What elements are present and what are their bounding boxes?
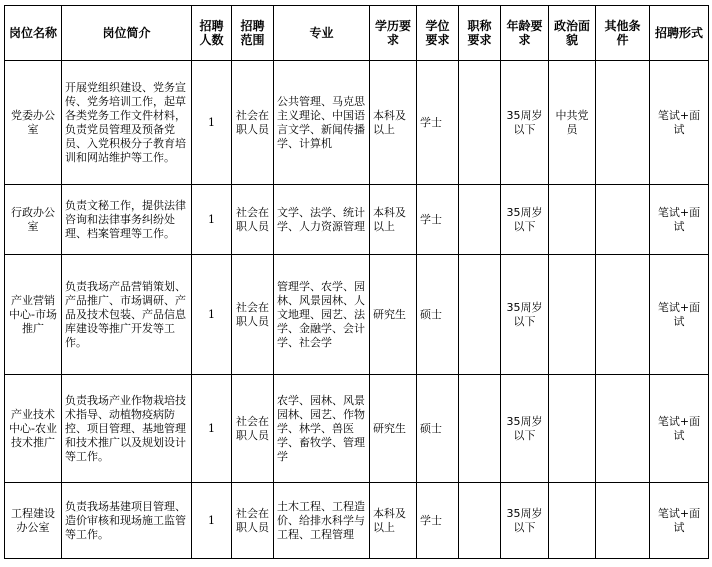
cell-political <box>549 255 596 375</box>
header-age: 年龄要求 <box>501 6 549 61</box>
cell-position-name: 党委办公室 <box>5 61 62 185</box>
cell-education: 研究生 <box>370 375 417 483</box>
table-row <box>5 61 709 185</box>
cell-degree: 硕士 <box>417 375 459 483</box>
cell-major: 土木工程、工程造价、给排水科学与工程、工程管理 <box>274 483 370 559</box>
cell-title <box>459 61 501 185</box>
cell-political: 中共党员 <box>549 61 596 185</box>
cell-position-name: 产业技术中心-农业技术推广 <box>5 375 62 483</box>
table-row <box>5 255 709 375</box>
cell-other <box>596 375 650 483</box>
cell-position-name: 产业营销中心-市场推广 <box>5 255 62 375</box>
table-row <box>5 185 709 255</box>
cell-form: 笔试+面试 <box>650 375 709 483</box>
cell-major: 公共管理、马克思主义理论、中国语言文学、新闻传播学、计算机 <box>274 61 370 185</box>
cell-education: 本科及以上 <box>370 185 417 255</box>
table-row <box>5 483 709 559</box>
header-position-name: 岗位名称 <box>5 6 62 61</box>
cell-age: 35周岁以下 <box>501 375 549 483</box>
header-political: 政治面貌 <box>549 6 596 61</box>
cell-degree: 学士 <box>417 185 459 255</box>
cell-degree: 硕士 <box>417 255 459 375</box>
cell-position-desc: 负责我场产品营销策划、产品推广、市场调研、产品及技术包装、产品信息库建设等推广开发等工作。 <box>62 255 192 375</box>
header-form: 招聘形式 <box>650 6 709 61</box>
cell-major: 农学、园林、风景园林、园艺、作物学、林学、兽医学、畜牧学、管理学 <box>274 375 370 483</box>
cell-position-name: 行政办公室 <box>5 185 62 255</box>
header-title: 职称要求 <box>459 6 501 61</box>
cell-position-name: 工程建设办公室 <box>5 483 62 559</box>
cell-education: 本科及以上 <box>370 483 417 559</box>
cell-degree: 学士 <box>417 61 459 185</box>
cell-political <box>549 483 596 559</box>
cell-title <box>459 375 501 483</box>
header-count: 招聘人数 <box>192 6 232 61</box>
cell-scope: 社会在职人员 <box>232 375 274 483</box>
cell-other <box>596 483 650 559</box>
cell-other <box>596 61 650 185</box>
table-row <box>5 375 709 483</box>
cell-other <box>596 255 650 375</box>
cell-position-desc: 负责我场基建项目管理、造价审核和现场施工监管等工作。 <box>62 483 192 559</box>
cell-age: 35周岁以下 <box>501 61 549 185</box>
cell-form: 笔试+面试 <box>650 483 709 559</box>
cell-position-desc: 负责我场产业作物栽培技术指导、动植物疫病防控、项目管理、基地管理和技术推广以及规划设计等工作。 <box>62 375 192 483</box>
cell-count: 1 <box>192 255 232 375</box>
cell-scope: 社会在职人员 <box>232 61 274 185</box>
cell-form: 笔试+面试 <box>650 255 709 375</box>
cell-major: 管理学、农学、园林、风景园林、人文地理、园艺、法学、金融学、会计学、社会学 <box>274 255 370 375</box>
cell-scope: 社会在职人员 <box>232 483 274 559</box>
header-major: 专业 <box>274 6 370 61</box>
cell-title <box>459 255 501 375</box>
cell-political <box>549 185 596 255</box>
cell-form: 笔试+面试 <box>650 61 709 185</box>
cell-education: 研究生 <box>370 255 417 375</box>
cell-age: 35周岁以下 <box>501 255 549 375</box>
cell-age: 35周岁以下 <box>501 185 549 255</box>
cell-major: 文学、法学、统计学、人力资源管理 <box>274 185 370 255</box>
cell-scope: 社会在职人员 <box>232 185 274 255</box>
cell-title <box>459 185 501 255</box>
header-degree: 学位要求 <box>417 6 459 61</box>
cell-form: 笔试+面试 <box>650 185 709 255</box>
cell-political <box>549 375 596 483</box>
cell-count: 1 <box>192 375 232 483</box>
cell-count: 1 <box>192 185 232 255</box>
header-row <box>5 6 709 61</box>
header-position-desc: 岗位简介 <box>62 6 192 61</box>
header-scope: 招聘范围 <box>232 6 274 61</box>
cell-count: 1 <box>192 483 232 559</box>
cell-scope: 社会在职人员 <box>232 255 274 375</box>
cell-education: 本科及以上 <box>370 61 417 185</box>
header-education: 学历要求 <box>370 6 417 61</box>
header-other: 其他条件 <box>596 6 650 61</box>
cell-count: 1 <box>192 61 232 185</box>
cell-age: 35周岁以下 <box>501 483 549 559</box>
cell-degree: 学士 <box>417 483 459 559</box>
cell-title <box>459 483 501 559</box>
cell-other <box>596 185 650 255</box>
recruitment-table <box>4 5 709 559</box>
cell-position-desc: 负责文秘工作，提供法律咨询和法律事务纠纷处理、档案管理等工作。 <box>62 185 192 255</box>
cell-position-desc: 开展党组织建设、党务宣传、党务培训工作，起草各类党务工作文件材料，负责党员管理及预备党员、入党积极分子教育培训和网站维护等工作。 <box>62 61 192 185</box>
